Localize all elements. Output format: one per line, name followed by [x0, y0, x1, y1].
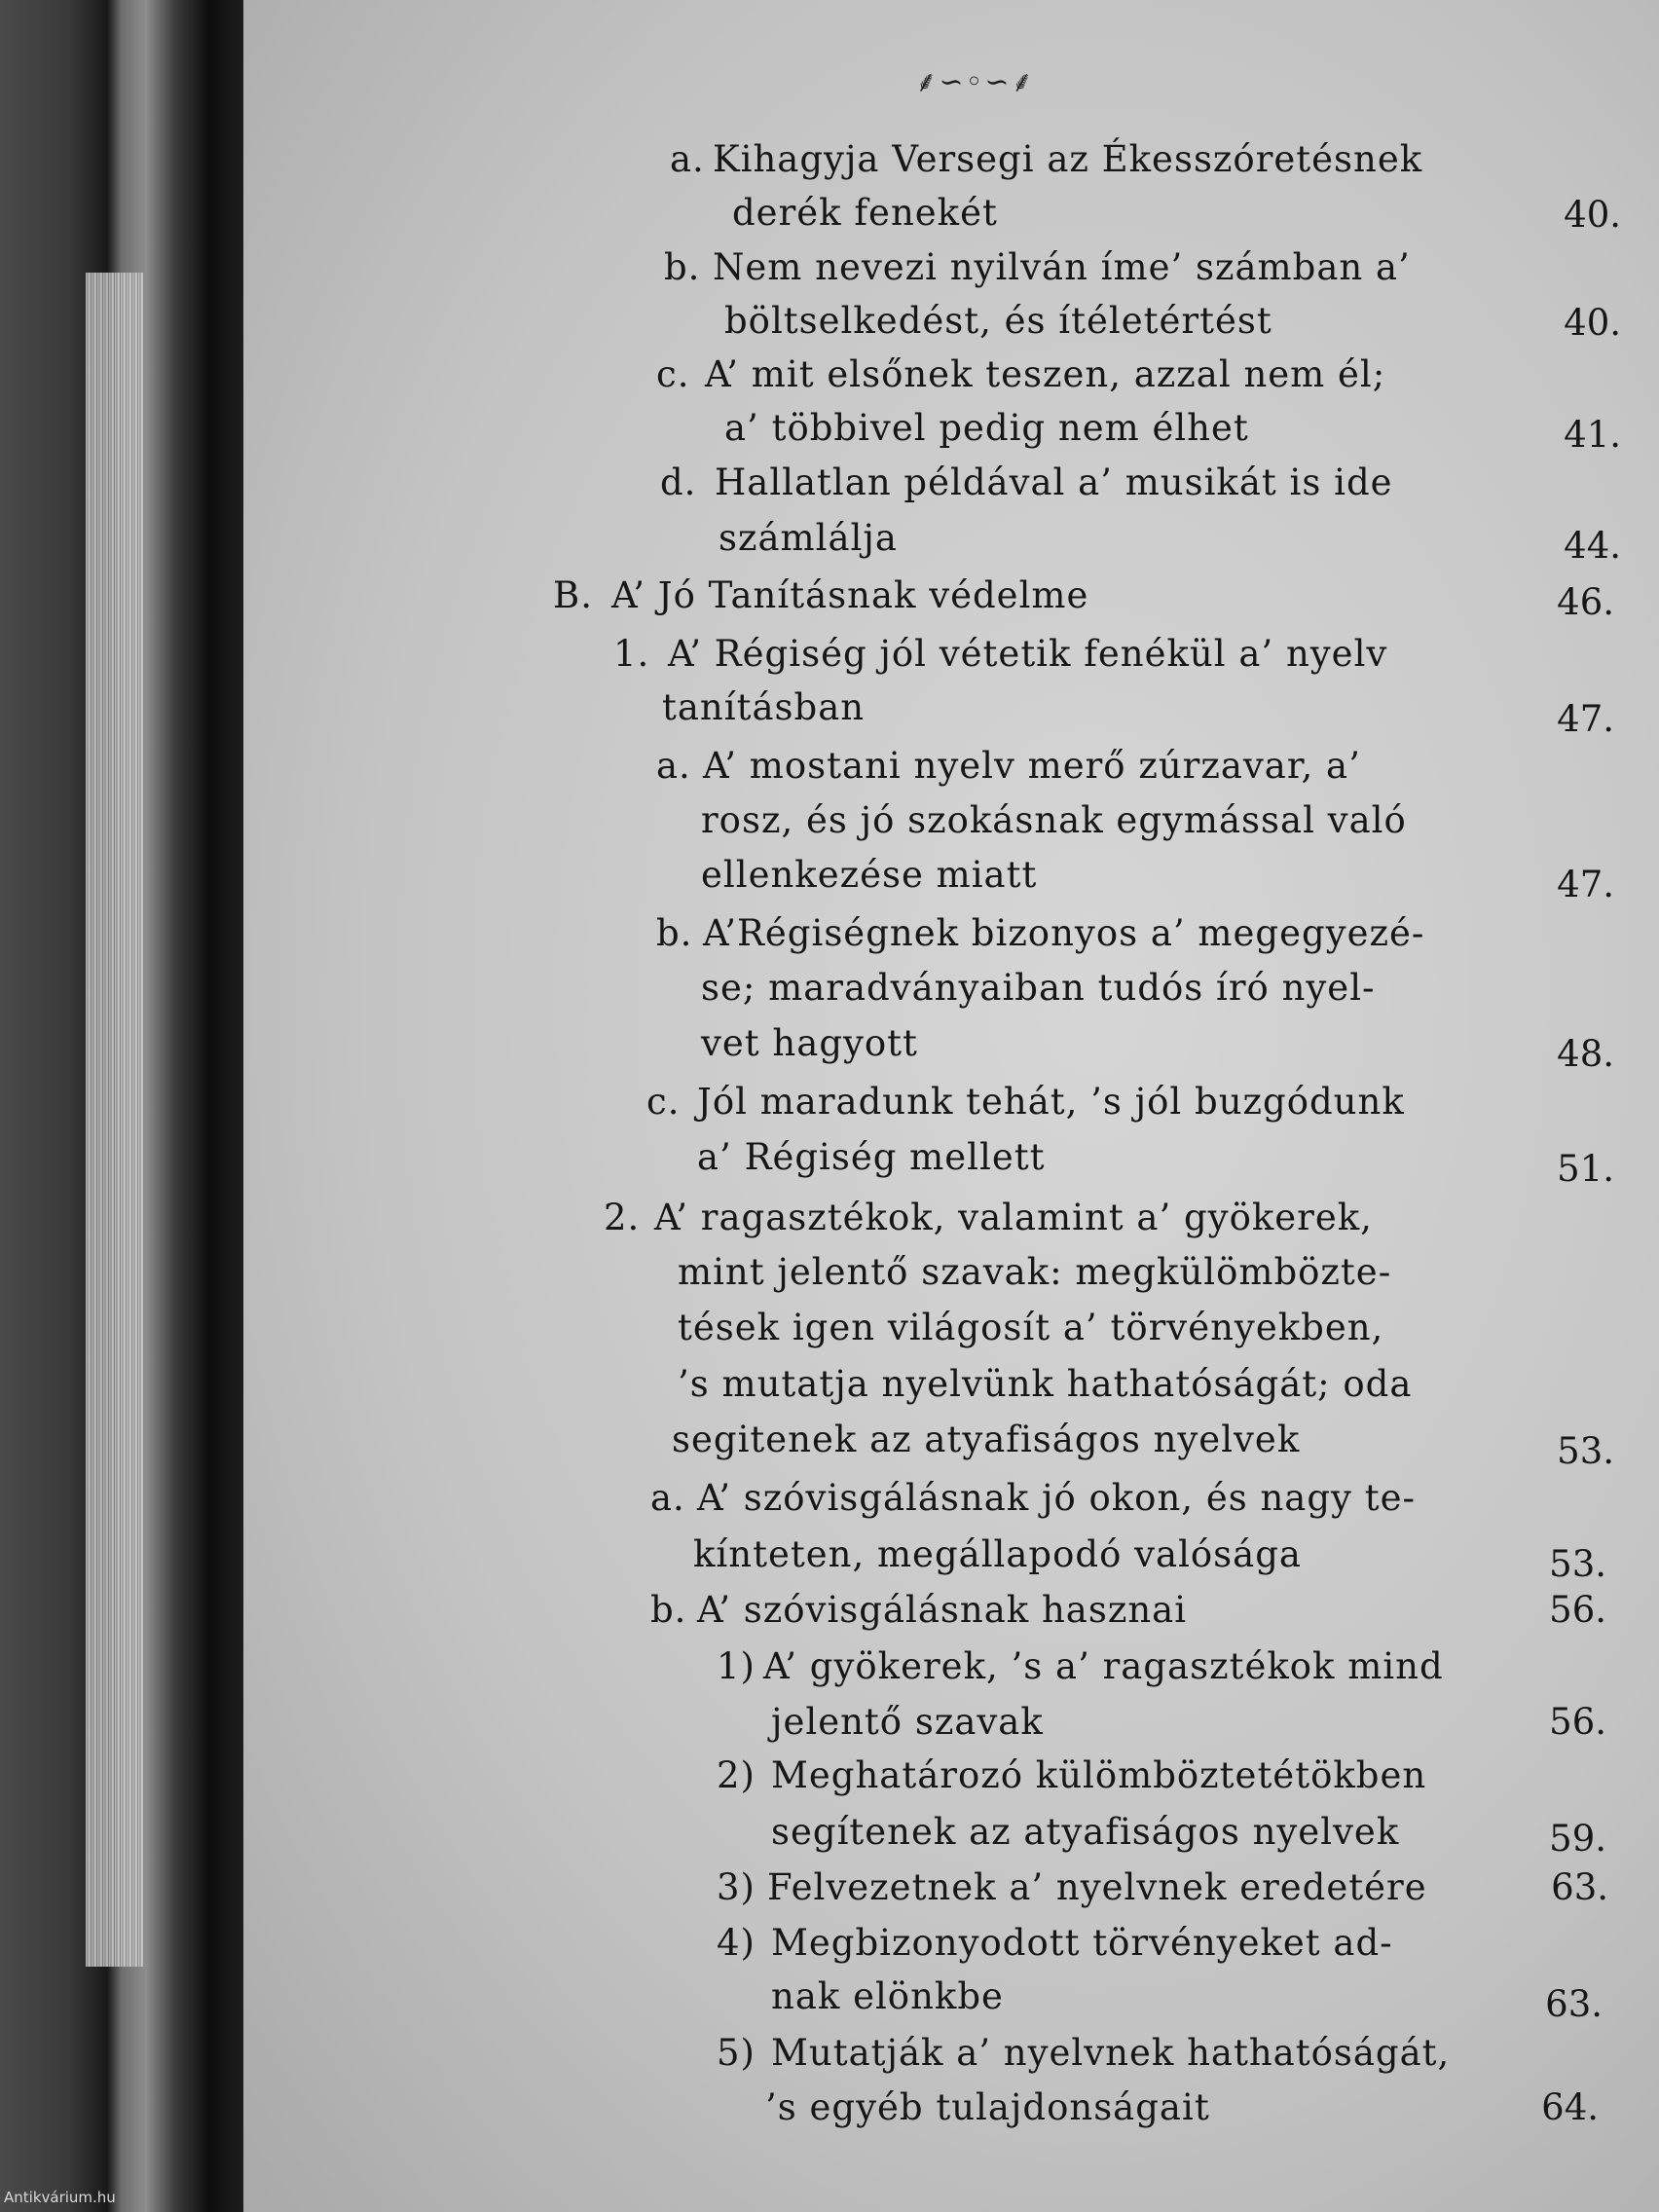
- toc-entry-label: b.: [656, 912, 693, 954]
- toc-page-number: 40.: [1564, 194, 1621, 236]
- toc-page-number: 44.: [1564, 525, 1621, 567]
- toc-entry: [664, 240, 1411, 296]
- toc-entry-text: rosz, és jó szokásnak egymással való: [701, 799, 1407, 841]
- toc-entry-text: Megbizonyodott törvényeket ad-: [771, 1922, 1393, 1964]
- toc-entry-text: Mutatják a’ nyelvnek hathatóságát,: [771, 2032, 1451, 2074]
- toc-entry-text: a’ többivel pedig nem élhet: [724, 407, 1249, 449]
- header-ornament: ⸙∽◦∽⸙: [915, 65, 1035, 99]
- toc-entry: [771, 1969, 1004, 2025]
- toc-entry: [701, 1015, 918, 1072]
- toc-entry-text: ’s mutatja nyelvünk hathatóságát; oda: [678, 1363, 1413, 1405]
- toc-entry: [717, 1860, 1427, 1916]
- toc-entry-text: tanításban: [662, 686, 866, 728]
- toc-entry-text: A’Régiségnek bizonyos a’ megegyezé-: [703, 912, 1425, 954]
- toc-entry-text: kínteten, megállapodó valósága: [693, 1533, 1302, 1575]
- toc-entry-label: b.: [664, 246, 701, 288]
- toc-entry: [670, 131, 1422, 188]
- toc-entry: [662, 680, 865, 736]
- toc-page-number: 53.: [1549, 1543, 1606, 1585]
- toc-entry: [693, 1527, 1302, 1583]
- toc-entry: [553, 568, 1088, 624]
- toc-entry: [724, 293, 1272, 350]
- toc-entry-label: a.: [650, 1477, 685, 1519]
- toc-entry: [724, 400, 1249, 457]
- toc-entry-text: A’ ragasztékok, valamint a’ gyökerek,: [654, 1197, 1373, 1238]
- toc-entry: [697, 1129, 1045, 1186]
- toc-entry: [717, 2025, 1450, 2082]
- toc-page-number: 56.: [1549, 1589, 1606, 1631]
- toc-entry: [656, 347, 1385, 403]
- toc-page-number: 51.: [1557, 1148, 1614, 1190]
- toc-entry-text: segitenek az atyafiságos nyelvek: [672, 1419, 1301, 1460]
- toc-entry-text: jelentő szavak: [771, 1701, 1044, 1743]
- book-page: [243, 0, 1659, 2212]
- toc-entry: [701, 793, 1407, 849]
- toc-page-number: 40.: [1564, 302, 1621, 344]
- toc-entry-text: ellenkezése miatt: [701, 854, 1038, 896]
- toc-entry: [717, 1915, 1393, 1972]
- toc-entry-text: A’ mostani nyelv merő zúrzavar, a’: [703, 745, 1361, 787]
- toc-entry: [771, 1804, 1399, 1861]
- toc-entry: [604, 1190, 1373, 1246]
- toc-entry-text: segítenek az atyafiságos nyelvek: [771, 1811, 1400, 1853]
- toc-page-number: 47.: [1557, 864, 1614, 905]
- toc-page-number: 46.: [1557, 581, 1614, 623]
- toc-entry-label: 3): [717, 1866, 756, 1908]
- toc-entry-label: 4): [717, 1922, 756, 1964]
- toc-entry-text: ’s egyéb tulajdonságait: [765, 2086, 1210, 2128]
- toc-entry-text: Jól maradunk tehát, ’s jól buzgódunk: [697, 1081, 1405, 1123]
- toc-entry-text: a’ Régiség mellett: [697, 1136, 1046, 1178]
- toc-entry-text: mint jelentő szavak: megkülömbözte-: [678, 1251, 1392, 1293]
- toc-page-number: 63.: [1545, 1983, 1603, 2025]
- toc-entry: [650, 1582, 1187, 1639]
- toc-entry-text: Hallatlan példával a’ musikát is ide: [715, 461, 1393, 503]
- toc-entry-text: A’ gyökerek, ’s a’ ragasztékok mind: [763, 1645, 1444, 1687]
- toc-entry: [656, 738, 1361, 794]
- toc-page-number: 48.: [1557, 1033, 1614, 1075]
- toc-page-number: 56.: [1549, 1701, 1606, 1743]
- toc-entry-label: c.: [656, 353, 690, 395]
- toc-entry-text: számlálja: [719, 517, 898, 559]
- toc-entry-text: böltselkedést, és ítéletértést: [724, 300, 1272, 342]
- toc-entry: [678, 1300, 1383, 1356]
- toc-entry: [701, 847, 1037, 903]
- toc-entry-text: A’ Jó Tanításnak védelme: [611, 574, 1089, 616]
- toc-entry-label: a.: [656, 745, 691, 787]
- toc-entry: [771, 1694, 1044, 1751]
- toc-entry-text: Meghatározó külömböztetétökben: [771, 1754, 1427, 1796]
- toc-entry: [646, 1074, 1405, 1130]
- toc-entry: [678, 1356, 1412, 1413]
- toc-entry-text: A’ szóvisgálásnak jó okon, és nagy te-: [697, 1477, 1416, 1519]
- watermark-text: Antikvárium.hu: [4, 2189, 116, 2206]
- toc-entry-label: 1.: [613, 633, 650, 675]
- toc-entry: [719, 510, 898, 567]
- toc-entry-text: A’ Régiség jól vétetik fenékül a’ nyelv: [668, 633, 1388, 675]
- toc-entry-label: a.: [670, 138, 705, 180]
- toc-entry: [656, 905, 1424, 962]
- toc-entry-text: tések igen világosít a’ törvényekben,: [678, 1307, 1384, 1348]
- toc-page-number: 63.: [1551, 1866, 1608, 1908]
- toc-entry-text: nak elönkbe: [771, 1975, 1004, 2017]
- toc-page-number: 53.: [1557, 1430, 1614, 1472]
- toc-page-number: 41.: [1564, 414, 1621, 456]
- toc-entry-label: c.: [646, 1081, 681, 1123]
- toc-entry: [678, 1244, 1391, 1301]
- toc-entry: [650, 1470, 1416, 1527]
- toc-entry: [613, 626, 1387, 682]
- toc-entry: [660, 455, 1393, 511]
- toc-entry-text: A’ szóvisgálásnak hasznai: [697, 1589, 1188, 1631]
- toc-entry-text: Kihagyja Versegi az Ékesszóretésnek: [713, 138, 1423, 180]
- toc-entry: [672, 1412, 1300, 1468]
- toc-entry: [717, 1748, 1426, 1804]
- toc-entry-text: Nem nevezi nyilván íme’ számban a’: [713, 246, 1411, 288]
- toc-entry: [732, 185, 998, 241]
- toc-entry-text: derék fenekét: [732, 192, 998, 234]
- toc-entry-text: Felvezetnek a’ nyelvnek eredetére: [767, 1866, 1427, 1908]
- toc-entry: [701, 960, 1376, 1016]
- toc-entry-label: d.: [660, 461, 697, 503]
- toc-page-number: 64.: [1541, 2086, 1599, 2128]
- toc-entry: [765, 2080, 1210, 2136]
- toc-entry-text: A’ mit elsőnek teszen, azzal nem él;: [705, 353, 1386, 395]
- toc-entry-text: se; maradványaiban tudós író nyel-: [701, 967, 1376, 1009]
- toc-entry-label: 1): [717, 1645, 756, 1687]
- toc-entry-label: b.: [650, 1589, 687, 1631]
- toc-entry: [717, 1639, 1444, 1695]
- toc-entry-label: 2): [717, 1754, 756, 1796]
- toc-entry-label: 5): [717, 2032, 756, 2074]
- toc-entry-text: vet hagyott: [701, 1022, 918, 1064]
- page-edges: [86, 273, 144, 1967]
- toc-entry-label: B.: [553, 574, 593, 616]
- toc-page-number: 59.: [1549, 1818, 1606, 1860]
- table-of-contents: [243, 0, 1659, 2212]
- toc-entry-label: 2.: [604, 1197, 641, 1238]
- toc-page-number: 47.: [1557, 698, 1614, 740]
